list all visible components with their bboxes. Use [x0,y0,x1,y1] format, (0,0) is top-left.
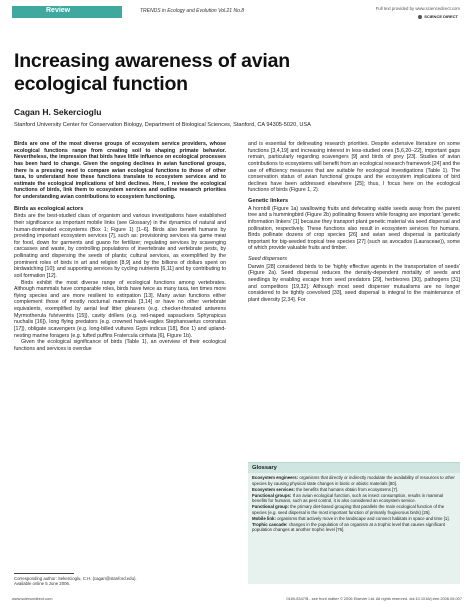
subsection-heading-seed: Seed dispersers [248,256,287,262]
title-line-1: Increasing awareness of avian [14,50,290,72]
glossary-body [248,473,460,536]
review-tag [12,6,122,18]
title-line-2: ecological function [14,73,188,95]
glossary-title: Glossary [248,463,460,473]
glossary-def: the benefits that humans obtain from ecosystems [7]. [296,486,399,492]
logo-text: SCIENCE DIRECT [424,14,458,19]
left-column [14,141,226,352]
glossary-item [252,487,456,493]
glossary-def: If an avian ecological function, such as insect consumption, results in mammal benefits for humans, such as pest control, it is also considered an ecosystem service. [252,492,443,504]
paragraph: Birds are the best-studied class of organism and various investigations have established their significance as important mobile links (see Glossary) in the dynamics of natural and human-dominated ecosystems (Box 1; Figure 1) [1–6]. Birds also benefit humans by providing important ecosystem services [7], such as: provisioning services via game meat for food, down for garments and guano for fertilizer; regulating services by scavenging carcasses and waste, by controlling populations of invertebrate and vertebrate pests, by pollinating and dispersing the seeds of plants; cultural services, as exemplified by the prominent roles of birds in art and religion [8,9] and by the billions of dollars spent on birdwatching [10]; and supporting services by cycling nutrients [6,11] and by contributing to soil formation [12]. [14,213,226,279]
glossary-box [248,462,460,584]
glossary-item [252,475,456,486]
page-footer [12,596,462,601]
paragraph: and is essential for delineating research priorities. Despite extensive literature on some functions [3,4,19] and increasing interest in less-studied ones [5,6,20–22], important gaps remain, particularly regarding scavengers [9] and birds of prey [23]. Studies of avian contributions to ecosystems will benefit from an ecological research framework [24] and the use of efficiency measures that are suitable for ecological investigations (Table 1). The conservation status of avian functional groups and the ecosystem implications of bird declines have been addressed elsewhere [25]; thus, I focus here on the ecological functions of birds (Figure 1, 2). [248,141,460,194]
glossary-def: organisms that actively move in the landscape and connect habitats in space and time [1]. [277,515,450,521]
affiliation: Stanford University Center for Conservation Biology, Department of Biological Sciences, Stanford, CA 94305-5020, USA [14,122,311,128]
section-heading-birds: Birds as ecological actors [14,205,84,212]
glossary-item [252,504,456,515]
glossary-term: Ecosystem services: [252,486,295,492]
available-online: Available online 5 June 2006. [14,581,71,587]
glossary-term: Mobile link: [252,515,276,521]
glossary-def: changes in the population of an organism at a trophic level that causes significant population changes at another trophic level [76]. [252,521,445,533]
paragraph: Given the ecological significance of birds (Table 1), an overview of their ecological functions and services is overdue [14,339,226,352]
footer-left: www.sciencedirect.com [12,596,53,601]
section-heading-genetic: Genetic linkers [248,198,289,204]
corresponding-author: Corresponding author: Sekercioglu, C.H. (cagan@stanford.edu). [14,576,137,581]
section-tag: Review [46,7,71,14]
glossary-def: the primary diet-based grouping that parallels the main ecological function of the species (e.g. seed dispersal is the most important function of primarily frugivorous birds) [25]. [252,504,445,515]
journal-line: TRENDS in Ecology and Evolution Vol.21 No.8 [140,8,245,14]
paper-title [14,50,454,96]
footnote-rule [14,573,74,574]
publisher-logo [418,14,458,19]
glossary-term: Ecosystem engineers: [252,475,299,480]
logo-dot-icon [418,15,422,19]
abstract: Birds are one of the most diverse groups of ecosystem service providers, whose ecological functions range from creating soil to shaping primate behavior. Nevertheless, the impression that birds have little influence on ecological processes has been hard to change. Given the ongoing declines in avian functional groups, there is a pressing need to compare avian ecological functions to those of other taxa, to understand how these functions translate to ecosystem services and to estimate the ecological implications of bird declines. Here, I review the ecological functions of birds, link them to ecosystem services and outline research priorities for understanding avian contributions to ecosystem functioning. [14,141,226,200]
footnote [14,576,226,587]
glossary-term: Functional group: [252,504,289,510]
glossary-item [252,516,456,522]
glossary-term: Trophic cascade: [252,521,288,527]
paragraph: A hornbill (Figure 1a) swallowing fruits and defecating viable seeds away from the parent tree and a hummingbird (Figure 2b) pollinating flowers while foraging are important 'genetic information linkers' [1] because they transport plant genetic material via seed dispersal and pollination, respectively. These functions also result in ecosystem services for humans. Birds pollinate dozens of crop species [26] and avian seed dispersal is particularly important for big-seeded tropical tree species [27] (such as avocados (Lauraceae)), some of which provide valuable fruits and timber. [248,205,460,252]
glossary-item [252,493,456,504]
glossary-term: Functional groups: [252,492,292,498]
top-bar [12,6,462,20]
paragraph: Darwin [28] considered birds to be 'highly effective agents in the transportation of seeds' (Figure 2a). Seed dispersal reduces the density-dependent mortality of seeds and seedlings by enabling escape from seed predators [29], herbivores [30], pathogens [31] and competitors [19,32]. Although most seed disperser mutualisms are no longer considered to be tightly coevolved [33], seed dispersal is integral to the maintenance of plant diversity [2,34]. For [248,263,460,303]
paragraph: Birds exhibit the most diverse range of ecological functions among vertebrates. Although mammals have comparable roles, birds have twice as many taxa, ten times more flying species and are more resilient to extirpation [13]. Many avian functions either complement those of mostly nocturnal mammals [3,14] or have no other vertebrate equivalents, exemplified by aerial leaf litter gleaners (e.g. checker-throated antwrens Myrmotherula fulviventris [15]), cavity drillers (e.g. red-naped sapsuckers Sphyrapicus nuchalis [16]), long flying predators (e.g. crowned hawk-eagles Stephanoaetus coronatus [17]), obligate scavengers (e.g. long-billed vultures Gyps indicus [18], Box 1) and upland-nesting marine foragers (e.g. tufted puffins Fratercula cirrhata [6], Figure 1b). [14,279,226,339]
fulltext-line: Full text provided by www.sciencedirect.com [375,6,460,11]
author: Cagan H. Sekercioglu [14,107,102,117]
glossary-item [252,522,456,533]
right-column [248,141,460,303]
footer-right: 0169-5347/$ - see front matter © 2006 Elsevier Ltd. All rights reserved. doi:10.1016/j.tree.2006.05.007 [286,596,462,601]
glossary-def: organisms that directly or indirectly modulate the availability of resources to other species by causing physical state changes in biotic or abiotic materials [80]. [252,475,455,486]
